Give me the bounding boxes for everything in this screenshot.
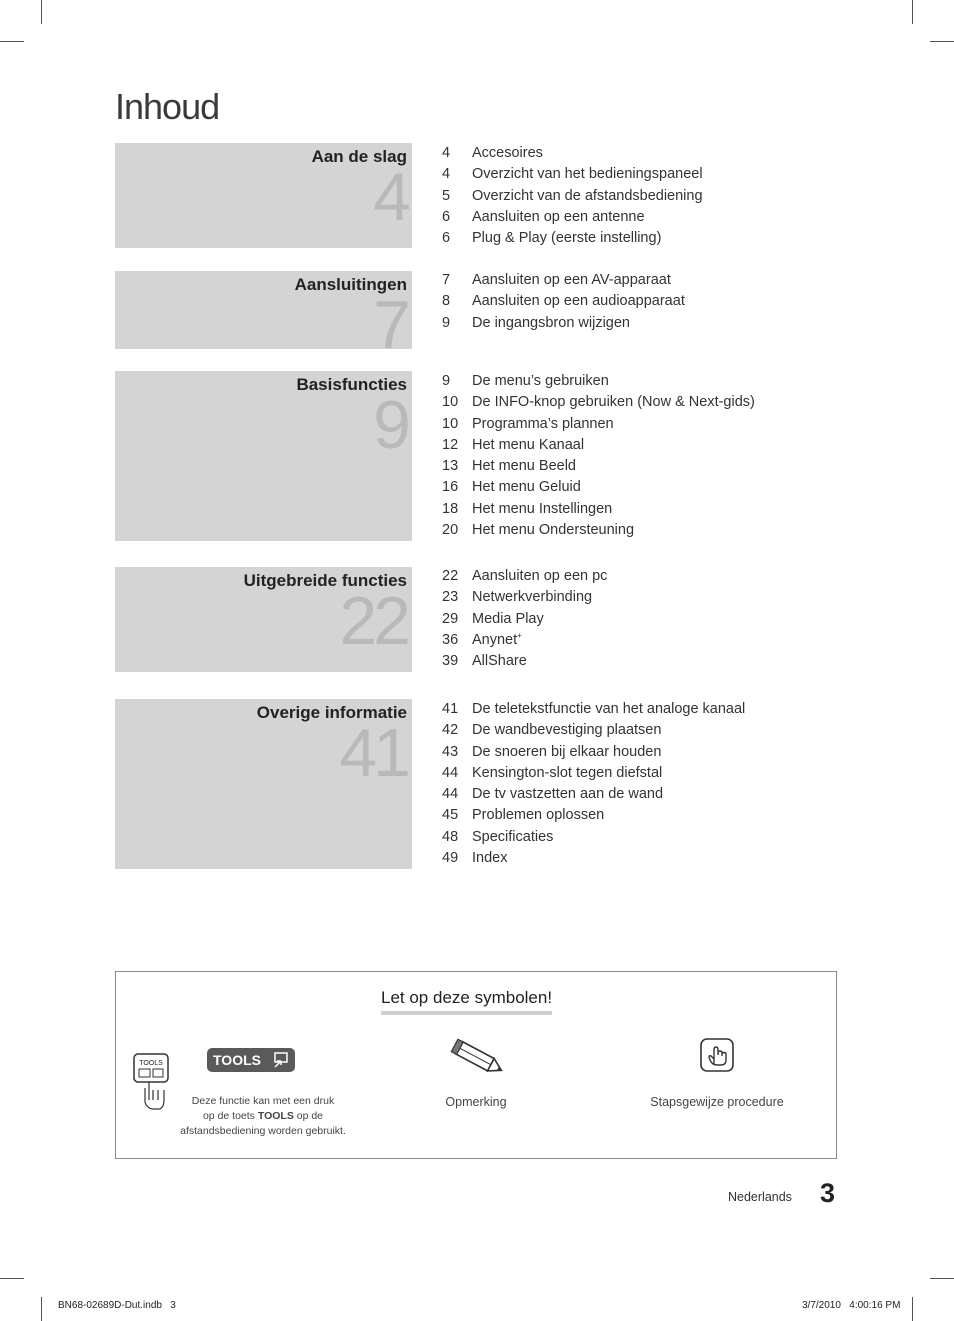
toc-entry[interactable] <box>442 228 862 249</box>
toc-entry-text: Plug & Play (eerste instelling) <box>472 230 662 247</box>
toc-entry[interactable] <box>442 207 862 228</box>
section-title: Aan de slag <box>311 147 407 166</box>
toc-entry-text: Problemen oplossen <box>472 807 605 824</box>
tools-caption-text: op de <box>293 1110 324 1122</box>
toc-entry-text: Overzicht van de afstandsbediening <box>472 187 703 204</box>
toc-page-number: 23 <box>442 589 459 606</box>
toc-page-number: 43 <box>442 743 459 760</box>
toc-entry-text: De menu’s gebruiken <box>472 373 609 389</box>
toc-list-aansluitingen <box>442 270 862 334</box>
toc-entry-text: Het menu Geluid <box>472 479 581 496</box>
tools-caption-text: op de toets <box>202 1110 258 1122</box>
section-title: Overige informatie <box>256 703 407 722</box>
toc-entry[interactable] <box>442 414 862 435</box>
toc-entry[interactable] <box>442 609 862 630</box>
toc-entry-text: De ingangsbron wijzigen <box>472 314 630 331</box>
toc-page-number: 9 <box>442 373 451 389</box>
toc-page-number: 49 <box>442 850 459 867</box>
toc-entry[interactable] <box>442 848 862 869</box>
toc-page-number: 4 <box>442 145 451 161</box>
toc-entry-text: De INFO-knop gebruiken (Now & Next-gids) <box>472 394 755 411</box>
tools-badge-label: TOOLS <box>213 1052 261 1068</box>
toc-page-number: 39 <box>442 653 459 670</box>
toc-entry[interactable] <box>442 566 862 587</box>
toc-page-number: 42 <box>442 722 459 739</box>
crop-mark <box>930 1278 954 1279</box>
section-box-overige-informatie <box>115 699 412 869</box>
section-number: 7 <box>373 287 407 363</box>
toc-entry-text: De wandbevestiging plaatsen <box>472 722 662 739</box>
toc-entry[interactable] <box>442 164 862 185</box>
toc-entry-text: Accesoires <box>472 145 543 161</box>
toc-entry-text: Specificaties <box>472 828 554 845</box>
toc-page-number: 22 <box>442 568 459 584</box>
superscript-plus: + <box>517 631 522 641</box>
toc-entry[interactable] <box>442 805 862 826</box>
section-number: 41 <box>339 715 407 791</box>
toc-entry[interactable] <box>442 143 862 164</box>
toc-entry-text: Het menu Ondersteuning <box>472 522 635 539</box>
footer-language: Nederlands <box>728 1190 792 1204</box>
crop-mark <box>0 1278 24 1279</box>
toc-entry-text: De snoeren bij elkaar houden <box>472 743 662 760</box>
section-number: 22 <box>339 583 407 659</box>
toc-page-number: 18 <box>442 500 459 517</box>
toc-page-number: 16 <box>442 479 459 496</box>
file-slug: BN68-02689D-Dut.indb 3 <box>58 1300 176 1311</box>
toc-entry-text: Media Play <box>472 610 544 627</box>
toc-entry[interactable] <box>442 499 862 520</box>
symbols-legend <box>115 971 837 1159</box>
toc-entry[interactable] <box>442 630 862 651</box>
toc-entry[interactable] <box>442 720 862 741</box>
toc-entry-text: Aansluiten op een AV-apparaat <box>472 272 671 288</box>
toc-entry-text: De tv vastzetten aan de wand <box>472 786 664 803</box>
pencil-note-icon <box>450 1038 506 1080</box>
toc-entry[interactable] <box>442 186 862 207</box>
toc-page-number: 41 <box>442 701 459 717</box>
toc-entry[interactable] <box>442 456 862 477</box>
toc-entry[interactable] <box>442 742 862 763</box>
note-caption: Opmerking <box>445 1095 507 1109</box>
symbols-heading: Let op deze symbolen! <box>381 988 552 1015</box>
toc-list-basisfuncties <box>442 371 862 541</box>
section-title: Uitgebreide functies <box>243 571 407 590</box>
section-box-aansluitingen <box>115 271 412 363</box>
toc-entry[interactable] <box>442 763 862 784</box>
toc-page-number: 20 <box>442 522 459 539</box>
tools-caption-line: afstandsbediening worden gebruikt. <box>180 1125 346 1137</box>
crop-mark <box>912 0 913 24</box>
tools-caption-line: Deze functie kan met een druk <box>191 1095 335 1107</box>
tools-caption-line <box>156 1109 370 1124</box>
print-timestamp: 3/7/2010 4:00:16 PM <box>802 1300 901 1311</box>
toc-page-number: 12 <box>442 436 459 453</box>
toc-entry[interactable] <box>442 435 862 456</box>
toc-entry[interactable] <box>442 651 862 672</box>
toc-entry[interactable] <box>442 587 862 608</box>
page-title: Inhoud <box>115 86 220 127</box>
toc-page-number: 44 <box>442 764 459 781</box>
toc-entry-text <box>472 630 522 651</box>
toc-page-number: 8 <box>442 293 451 310</box>
section-title: Basisfuncties <box>296 375 407 394</box>
toc-list-uitgebreide-functies <box>442 566 862 672</box>
crop-mark <box>0 41 24 42</box>
section-box-basisfuncties <box>115 371 412 541</box>
toc-page-number: 44 <box>442 786 459 803</box>
toc-page-number: 48 <box>442 828 459 845</box>
toc-page-number: 13 <box>442 458 459 475</box>
toc-page-number: 10 <box>442 394 459 411</box>
toc-entry-text-main: Anynet <box>472 631 518 648</box>
section-box-uitgebreide-functies <box>115 567 412 672</box>
toc-entry-text: Index <box>472 850 508 867</box>
toc-page-number: 4 <box>442 166 451 183</box>
page-number: 3 <box>820 1178 836 1208</box>
crop-mark <box>41 0 42 24</box>
toc-entry[interactable] <box>442 699 862 720</box>
toc-entry[interactable] <box>442 520 862 541</box>
toc-page-number: 29 <box>442 610 459 627</box>
step-hand-icon <box>700 1038 734 1072</box>
remote-tools-label: TOOLS <box>139 1060 163 1067</box>
toc-page-number: 36 <box>442 631 459 648</box>
section-title: Aansluitingen <box>294 275 407 294</box>
toc-page-number: 5 <box>442 187 451 204</box>
toc-page-number: 9 <box>442 314 451 331</box>
crop-mark <box>41 1297 42 1321</box>
toc-entry-text: Het menu Beeld <box>472 458 576 475</box>
toc-page-number: 6 <box>442 208 451 225</box>
tools-caption-bold: TOOLS <box>257 1110 294 1122</box>
toc-page-number: 7 <box>442 272 451 288</box>
tools-caption <box>156 1094 370 1139</box>
step-caption: Stapsgewijze procedure <box>650 1095 784 1109</box>
toc-entry[interactable] <box>442 477 862 498</box>
toc-entry-text: Netwerkverbinding <box>472 589 593 606</box>
section-number: 4 <box>373 159 407 235</box>
toc-page-number: 6 <box>442 230 451 247</box>
toc-entry-text: Het menu Instellingen <box>472 500 613 517</box>
toc-list-aan-de-slag <box>442 143 862 249</box>
toc-entry[interactable] <box>442 291 862 312</box>
toc-entry[interactable] <box>442 270 862 291</box>
tools-badge-icon <box>273 1052 289 1068</box>
toc-entry-text: Aansluiten op een antenne <box>472 208 645 225</box>
toc-entry[interactable] <box>442 371 862 392</box>
toc-entry-text: AllShare <box>472 653 527 670</box>
toc-page-number: 10 <box>442 415 459 432</box>
crop-mark <box>930 41 954 42</box>
toc-entry[interactable] <box>442 313 862 334</box>
toc-page-number: 45 <box>442 807 459 824</box>
toc-entry-text: Het menu Kanaal <box>472 436 585 453</box>
toc-entry-text: Aansluiten op een audioapparaat <box>472 293 685 310</box>
crop-mark <box>912 1297 913 1321</box>
tools-badge <box>207 1048 295 1072</box>
toc-entry-text: Programma’s plannen <box>472 415 614 432</box>
section-number: 9 <box>373 387 407 463</box>
toc-list-overige-informatie <box>442 699 862 869</box>
toc-entry-text: Overzicht van het bedieningspaneel <box>472 166 703 183</box>
toc-entry-text: Aansluiten op een pc <box>472 568 608 584</box>
section-box-aan-de-slag <box>115 143 412 248</box>
toc-entry[interactable] <box>442 784 862 805</box>
toc-entry-text: Kensington-slot tegen diefstal <box>472 764 663 781</box>
toc-entry[interactable] <box>442 392 862 413</box>
toc-entry[interactable] <box>442 827 862 848</box>
toc-entry-text: De teletekstfunctie van het analoge kanaal <box>472 701 746 717</box>
